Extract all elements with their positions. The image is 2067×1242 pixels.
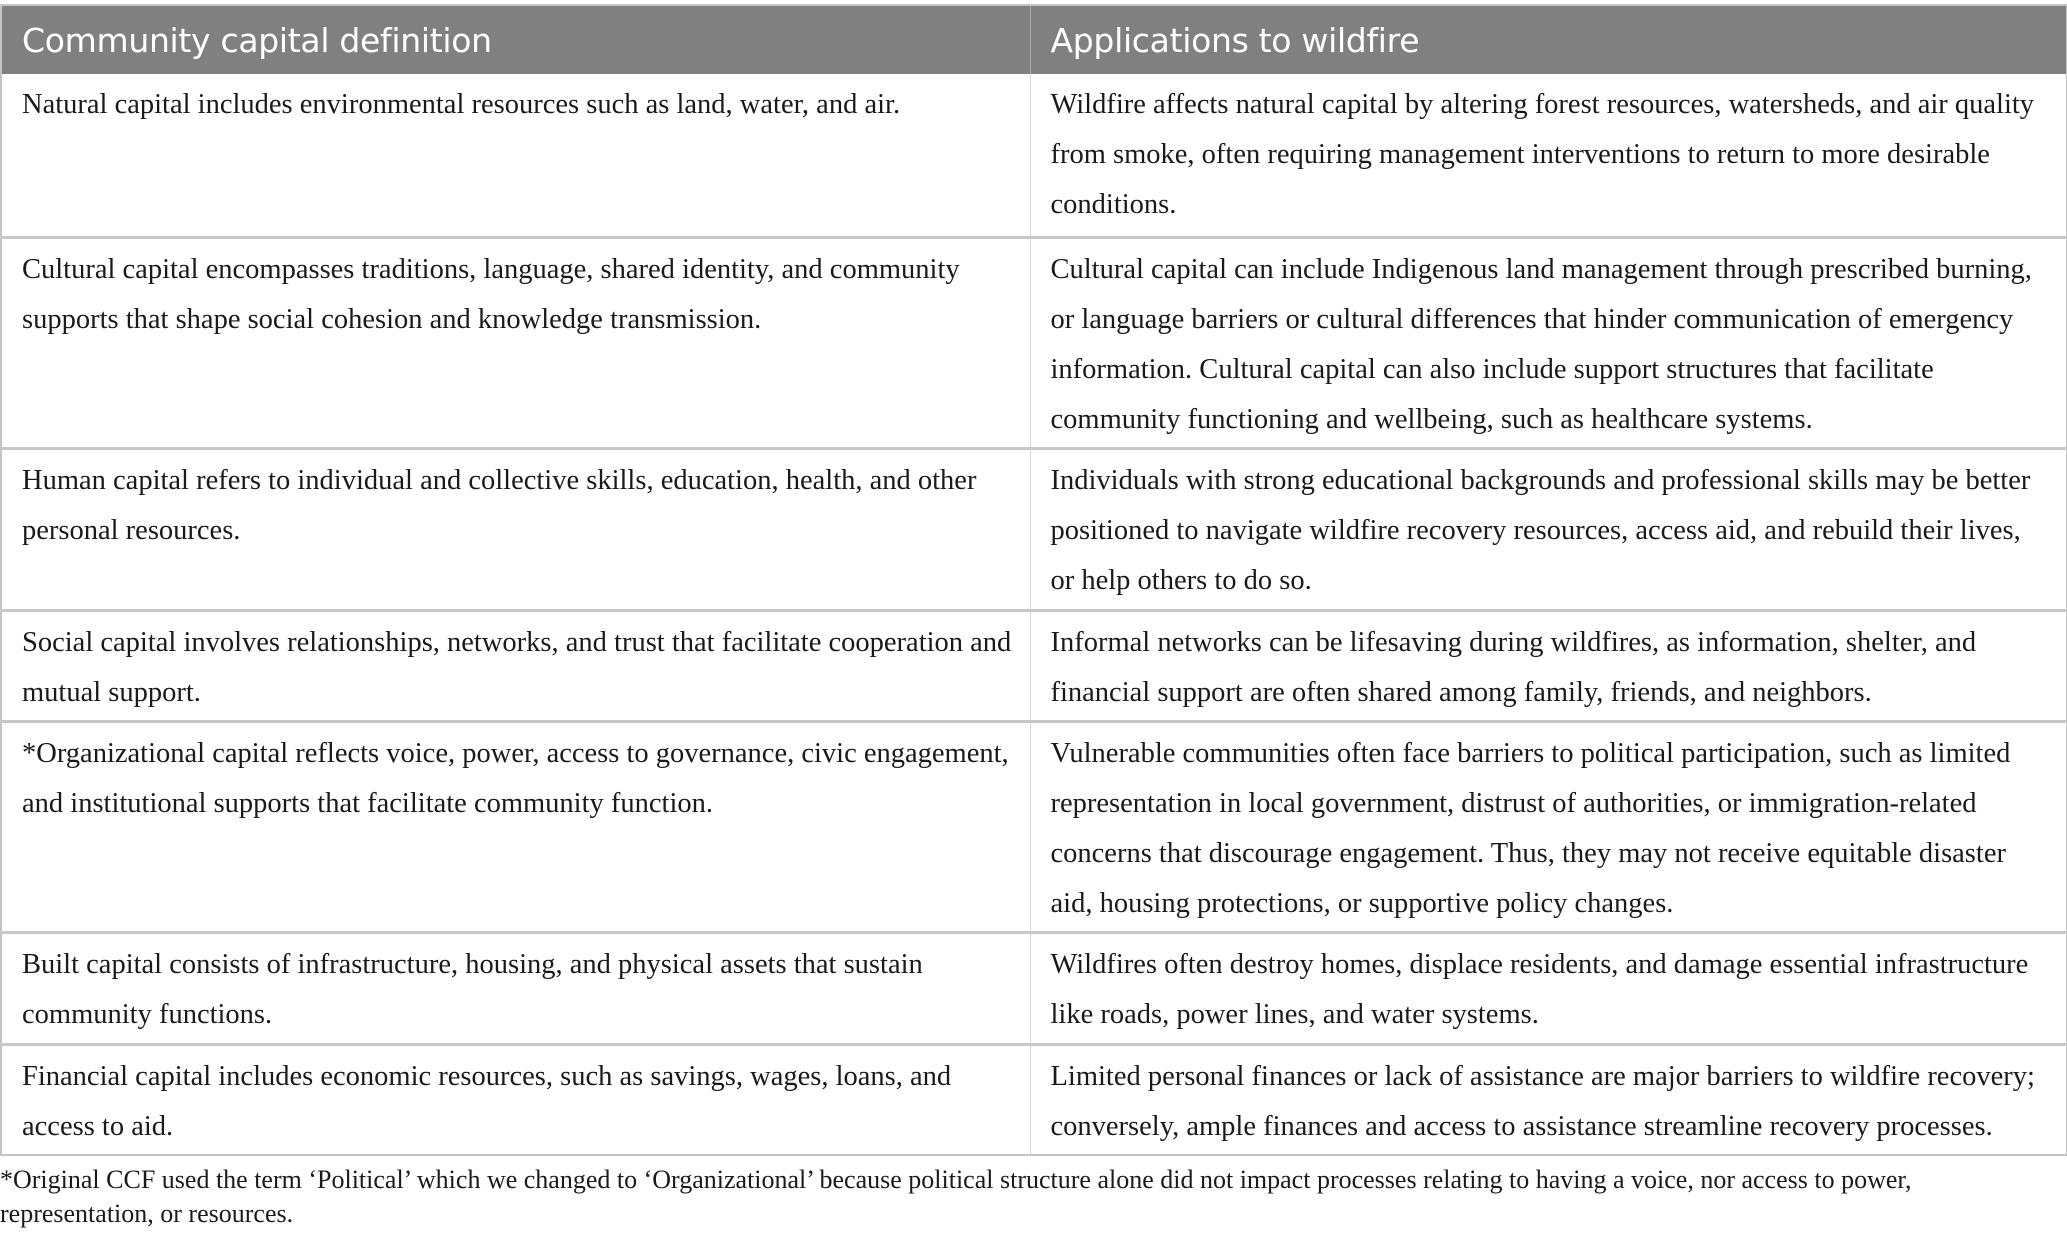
- table-header: [1, 5, 2067, 74]
- table-row-social-capital: [1, 611, 2067, 722]
- application-cell: Vulnerable communities often face barriers to political participation, such as limited representation in local government, distrust of authorities, or immigration-related concerns that discourage engagement. Thus, they may not receive equitable disaster aid, housing protections, or supportive policy changes.: [1030, 722, 2067, 933]
- definition-cell: *Organizational capital reflects voice, power, access to governance, civic engagement, and institutional supports that facilitate community function.: [1, 722, 1030, 933]
- table-row-cultural-capital: [1, 238, 2067, 449]
- definition-cell: Social capital involves relationships, networks, and trust that facilitate cooperation and mutual support.: [1, 611, 1030, 722]
- table-row-built-capital: [1, 933, 2067, 1045]
- table-row-natural-capital: [1, 74, 2067, 238]
- table-row-financial-capital: [1, 1045, 2067, 1156]
- application-cell: Wildfires often destroy homes, displace residents, and damage essential infrastructure like roads, power lines, and water systems.: [1030, 933, 2067, 1045]
- definition-cell: Built capital consists of infrastructure, housing, and physical assets that sustain community functions.: [1, 933, 1030, 1045]
- table-footnote: *Original CCF used the term ‘Political’ which we changed to ‘Organizational’ because political structure alone did not impact processes relating to having a voice, nor access to power, representation, or resources.: [0, 1165, 1912, 1228]
- application-cell: Wildfire affects natural capital by altering forest resources, watersheds, and air quality from smoke, often requiring management interventions to return to more desirable conditions.: [1050, 89, 2035, 220]
- community-capitals-table: [0, 4, 2067, 1156]
- application-cell: Limited personal finances or lack of assistance are major barriers to wildfire recovery; conversely, ample finances and access to assistance streamline recovery processes.: [1030, 1045, 2067, 1156]
- table-row-human-capital: [1, 449, 2067, 611]
- definition-cell: Cultural capital encompasses traditions, language, shared identity, and community supports that shape social cohesion and knowledge transmission.: [1, 238, 1030, 449]
- definition-cell: Natural capital includes environmental resources such as land, water, and air.: [1, 74, 1030, 238]
- column-header-definition: Community capital definition: [1, 5, 1030, 74]
- definition-cell: Human capital refers to individual and collective skills, education, health, and other personal resources.: [1, 449, 1030, 611]
- table-row-organizational-capital: [1, 722, 2067, 933]
- column-header-applications: Applications to wildfire: [1030, 5, 2067, 74]
- application-cell: Cultural capital can include Indigenous land management through prescribed burning, or language barriers or cultural differences that hinder communication of emergency information. Cultural capital can also include support structures that facilitate community functioning and wellbeing, such as healthcare systems.: [1030, 238, 2067, 449]
- definition-cell: Financial capital includes economic resources, such as savings, wages, loans, and access to aid.: [1, 1045, 1030, 1156]
- application-cell: Individuals with strong educational backgrounds and professional skills may be better positioned to navigate wildfire recovery resources, access aid, and rebuild their lives, or help others to do so.: [1030, 449, 2067, 611]
- header-row: [1, 5, 2067, 74]
- table-body: [1, 74, 2067, 1155]
- community-capitals-table-container: [0, 4, 2066, 1156]
- application-cell: Informal networks can be lifesaving during wildfires, as information, shelter, and financial support are often shared among family, friends, and neighbors.: [1030, 611, 2067, 722]
